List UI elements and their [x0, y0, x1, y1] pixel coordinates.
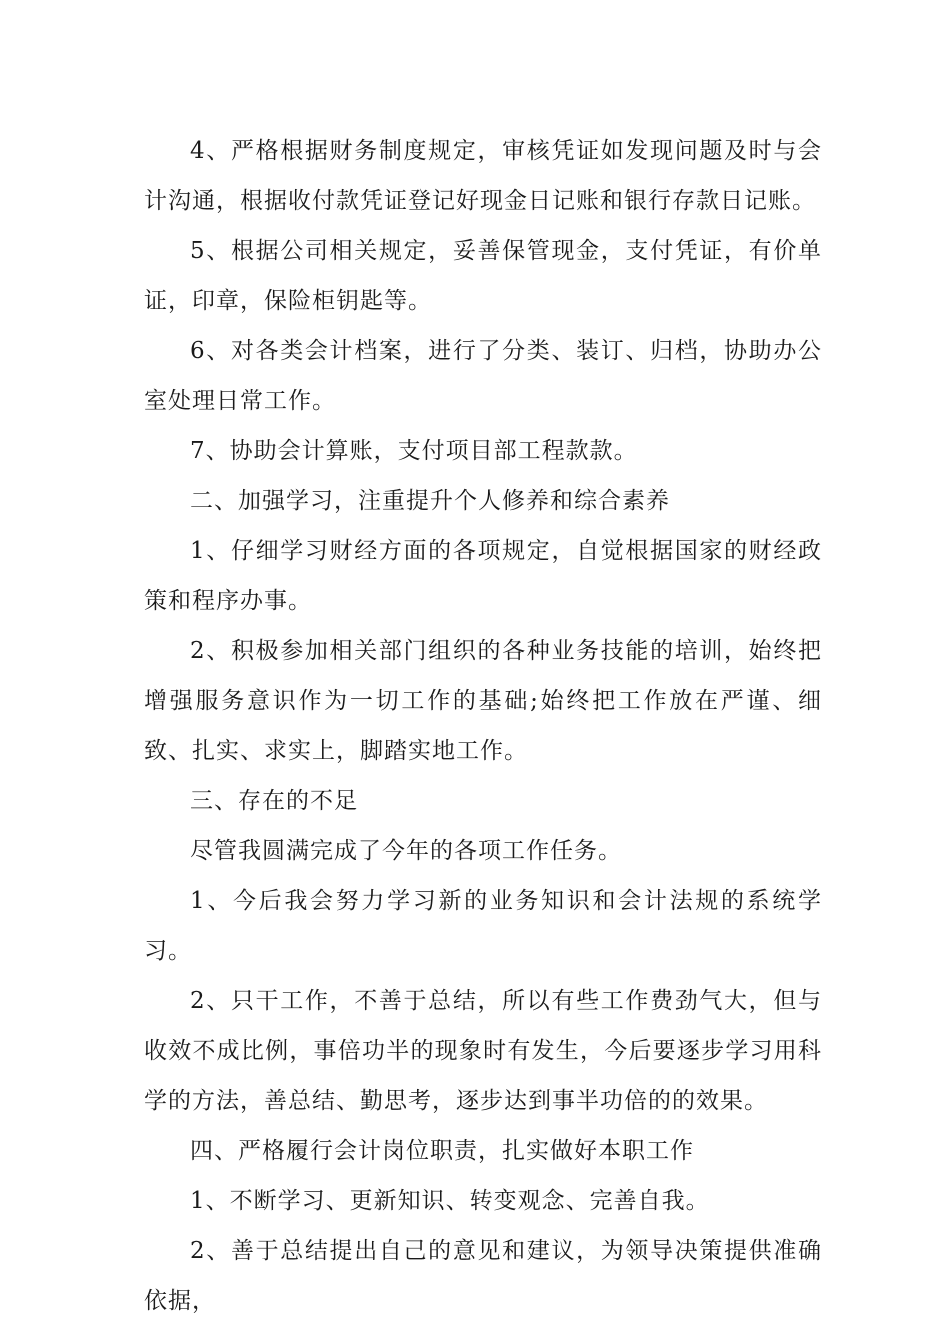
paragraph-item-4: 4、严格根据财务制度规定，审核凭证如发现问题及时与会计沟通，根据收付款凭证登记好现金日记账和银行存款日记账。: [144, 138, 822, 214]
paragraph-summary: 尽管我圆满完成了今年的各项工作任务。: [190, 838, 622, 864]
paragraph-shortfall-2: 2、只干工作，不善于总结，所以有些工作费劲气大，但与收效不成比例，事倍功半的现象时有发生，今后要逐步学习用科学的方法，善总结、勤思考，逐步达到事半功倍的的效果。: [144, 988, 822, 1114]
paragraph-item-5: 5、根据公司相关规定，妥善保管现金，支付凭证，有价单证，印章，保险柜钥匙等。: [144, 238, 822, 314]
paragraph-duty-2: 2、善于总结提出自己的意见和建议，为领导决策提供准确依据，: [144, 1238, 822, 1314]
paragraph-item-6: 6、对各类会计档案，进行了分类、装订、归档，协助办公室处理日常工作。: [144, 338, 822, 414]
paragraph-study-1: 1、仔细学习财经方面的各项规定，自觉根据国家的财经政策和程序办事。: [144, 538, 822, 614]
paragraph-duty-1: 1、不断学习、更新知识、转变观念、完善自我。: [190, 1188, 710, 1214]
section-heading-4: 四、严格履行会计岗位职责，扎实做好本职工作: [190, 1138, 694, 1164]
section-heading-3: 三、存在的不足: [190, 788, 358, 814]
paragraph-item-7: 7、协助会计算账，支付项目部工程款款。: [190, 438, 638, 464]
paragraph-study-2: 2、积极参加相关部门组织的各种业务技能的培训，始终把增强服务意识作为一切工作的基础;始终把工作放在严谨、细致、扎实、求实上，脚踏实地工作。: [144, 638, 822, 764]
paragraph-shortfall-1: 1、今后我会努力学习新的业务知识和会计法规的系统学习。: [144, 888, 822, 964]
section-heading-2: 二、加强学习，注重提升个人修养和综合素养: [190, 488, 670, 514]
